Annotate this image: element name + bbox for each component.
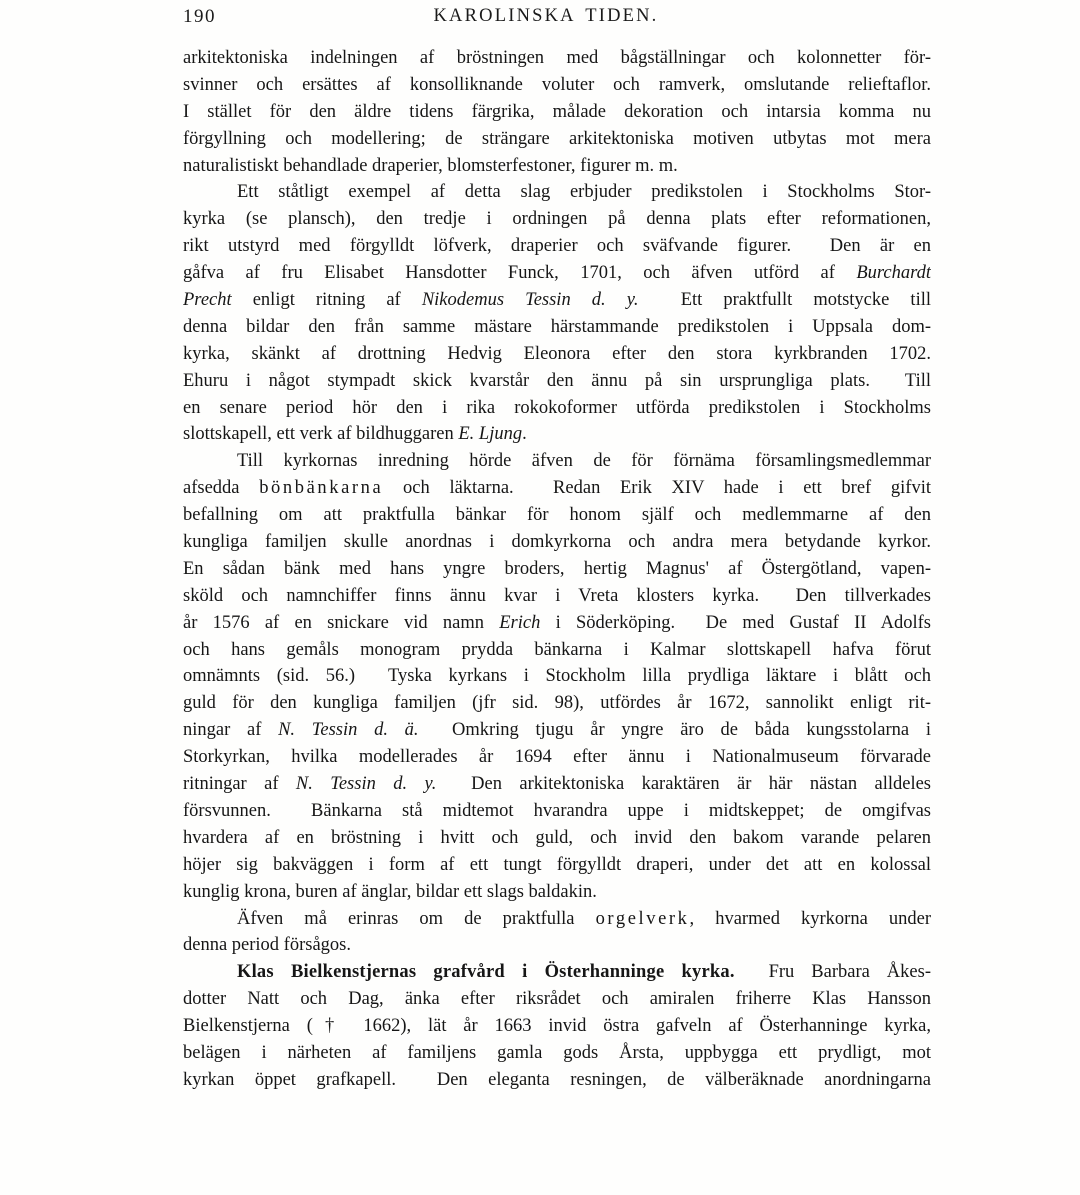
text-run: ningar af xyxy=(183,720,279,741)
text-run: Omkring tjugu år yngre äro de båda kungsstolarna i xyxy=(418,720,931,741)
text-run: En sådan bänk med hans yngre broders, hertig Magnus' af Östergötland, vapen- xyxy=(183,558,931,579)
text-line xyxy=(183,368,931,395)
text-line xyxy=(183,45,931,72)
running-title: KAROLINSKA TIDEN. xyxy=(433,6,659,26)
text-run: höjer sig bakväggen i form af ett tungt förgylldt draperi, under det att en kolossal xyxy=(183,854,931,875)
text-run: en senare period hör den i rika rokokoformer utförda predikstolen i Stockholms xyxy=(183,397,931,418)
text-run: naturalistiskt behandlade draperier, blomsterfestoner, figurer m. m. xyxy=(183,155,678,176)
text-run: i Söderköping. De med Gustaf II Adolfs xyxy=(540,612,931,633)
text-line xyxy=(183,421,931,448)
text-run: slottskapell, ett verk af bildhuggaren xyxy=(183,424,459,445)
text-run: denna period försågos. xyxy=(183,935,351,956)
page-header xyxy=(183,6,931,32)
text-line xyxy=(183,825,931,852)
text-run: ritningar af xyxy=(183,774,296,795)
text-line xyxy=(183,583,931,610)
text-line xyxy=(183,287,931,314)
text-run: Äfven må erinras om de praktfulla xyxy=(237,908,596,929)
text-run: I stället för den äldre tidens färgrika, målade dekoration och intarsia komma nu xyxy=(183,101,931,122)
text-run: orgelverk xyxy=(595,908,690,929)
text-line xyxy=(183,126,931,153)
text-line xyxy=(183,260,931,287)
text-run: E. Ljung xyxy=(458,424,523,445)
text-run: och läktarna. Redan Erik XIV hade i ett bref gifvit xyxy=(383,478,931,499)
text-line xyxy=(183,1067,931,1094)
text-run: förgyllning och modellering; de strängare arkitektoniska motiven utbytas mot mera xyxy=(183,128,931,149)
text-run: rikt utstyrd med förgylldt löfverk, draperier och sväfvande figurer. Den är en xyxy=(183,236,931,257)
text-run: Burchardt xyxy=(856,263,931,284)
text-line xyxy=(183,233,931,260)
text-line xyxy=(183,99,931,126)
text-run: Klas Bielkenstjernas grafvård i Österhanninge kyrka. xyxy=(237,962,735,983)
text-line xyxy=(183,771,931,798)
paragraph xyxy=(183,45,931,179)
text-run: Precht xyxy=(183,290,232,311)
text-run: guld för den kungliga familjen (jfr sid. 98), utfördes år 1672, sannolikt enligt rit- xyxy=(183,693,931,714)
text-line xyxy=(183,932,931,959)
text-run: och hans gemåls monogram prydda bänkarna i Kalmar slottskapell hafva förut xyxy=(183,639,931,660)
text-line xyxy=(183,341,931,368)
text-run: belägen i närheten af familjens gamla gods Årsta, uppbygga ett prydligt, mot xyxy=(183,1042,931,1063)
text-line xyxy=(183,663,931,690)
text-line xyxy=(183,179,931,206)
text-line xyxy=(183,717,931,744)
text-line xyxy=(183,314,931,341)
text-line xyxy=(183,637,931,664)
text-run: Erich xyxy=(499,612,541,633)
text-run: befallning om att praktfulla bänkar för honom själf och medlemmarne af den xyxy=(183,505,931,526)
text-run: sköld och namnchiffer finns ännu kvar i Vreta klosters kyrka. Den tillverkades xyxy=(183,585,931,606)
text-run: bönbänkarna xyxy=(259,478,384,499)
paragraph xyxy=(183,448,931,905)
text-run: Ett ståtligt exempel af detta slag erbjuder predikstolen i Stockholms Stor- xyxy=(237,182,931,203)
text-run: Storkyrkan, hvilka modellerades år 1694 efter ännu i Nationalmuseum förvarade xyxy=(183,747,931,768)
text-line xyxy=(183,153,931,180)
text-run: kungliga familjen skulle anordnas i domkyrkorna och andra mera betydande kyrkor. xyxy=(183,532,931,553)
text-line xyxy=(183,1013,931,1040)
page-number: 190 xyxy=(183,6,216,27)
text-run: kyrkan öppet grafkapell. Den eleganta resningen, de välberäknade anordningarna xyxy=(183,1069,931,1090)
text-line xyxy=(183,906,931,933)
text-line xyxy=(183,502,931,529)
text-run: gåfva af fru Elisabet Hansdotter Funck, 1701, och äfven utförd af xyxy=(183,263,857,284)
text-run: arkitektoniska indelningen af bröstningen med bågställningar och kolonnetter för- xyxy=(183,48,931,68)
text-run: dotter Natt och Dag, änka efter riksrådet och amiralen friherre Klas Hansson xyxy=(183,989,931,1010)
text-run: Bielkenstjerna († 1662), lät år 1663 invid östra gafveln af Österhanninge kyrka, xyxy=(183,1016,931,1037)
text-run: N. Tessin d. y. xyxy=(295,774,437,795)
text-line xyxy=(183,475,931,502)
text-line xyxy=(183,798,931,825)
text-run: kyrka (se plansch), den tredje i ordningen på denna plats efter reformationen, xyxy=(183,209,931,230)
text-run: kyrka, skänkt af drottning Hedvig Eleonora efter den stora kyrkbranden 1702. xyxy=(183,343,931,364)
text-line xyxy=(183,852,931,879)
text-line xyxy=(183,744,931,771)
text-line xyxy=(183,395,931,422)
text-run: Till kyrkornas inredning hörde äfven de för förnäma församlingsmedlemmar xyxy=(237,451,931,472)
text-line xyxy=(183,72,931,99)
text-run: svinner och ersättes af konsolliknande voluter och ramverk, omslutande relieftaflor. xyxy=(183,74,931,95)
page-body xyxy=(183,45,931,1094)
text-run: N. Tessin d. ä. xyxy=(278,720,419,741)
text-run: omnämnts (sid. 56.) Tyska kyrkans i Stockholm lilla prydliga läktare i blått och xyxy=(183,666,931,687)
text-run: denna bildar den från samme mästare härstammande predikstolen i Uppsala dom- xyxy=(183,316,931,337)
text-run: år 1576 af en snickare vid namn xyxy=(183,612,500,633)
paragraph xyxy=(183,179,931,448)
text-run: . xyxy=(522,424,527,445)
text-line xyxy=(183,448,931,475)
text-run: Ett praktfullt motstycke till xyxy=(638,290,931,311)
text-run: försvunnen. Bänkarna stå midtemot hvarandra uppe i midtskeppet; de omgifvas xyxy=(183,800,931,821)
text-run: afsedda xyxy=(183,478,260,499)
text-line xyxy=(183,959,931,986)
paragraph xyxy=(183,959,931,1093)
text-line xyxy=(183,1040,931,1067)
text-run: , hvarmed kyrkorna under xyxy=(689,908,931,929)
text-run: enligt ritning af xyxy=(231,290,422,311)
text-run: Den arkitektoniska karaktären är här nästan alldeles xyxy=(436,774,931,795)
text-line xyxy=(183,690,931,717)
text-run: hvardera af en bröstning i hvitt och guld, och invid den bakom varande pelaren xyxy=(183,827,931,848)
text-run: Fru Barbara Åkes- xyxy=(734,962,931,983)
text-line xyxy=(183,610,931,637)
text-line xyxy=(183,529,931,556)
text-line xyxy=(183,986,931,1013)
text-line xyxy=(183,879,931,906)
text-run: kunglig krona, buren af änglar, bildar ett slags baldakin. xyxy=(183,881,597,902)
text-line xyxy=(183,556,931,583)
text-run: Nikodemus Tessin d. y. xyxy=(421,290,639,311)
text-run: Ehuru i något stympadt skick kvarstår den ännu på sin ursprungliga plats. Till xyxy=(183,370,931,391)
paragraph xyxy=(183,906,931,960)
text-line xyxy=(183,206,931,233)
